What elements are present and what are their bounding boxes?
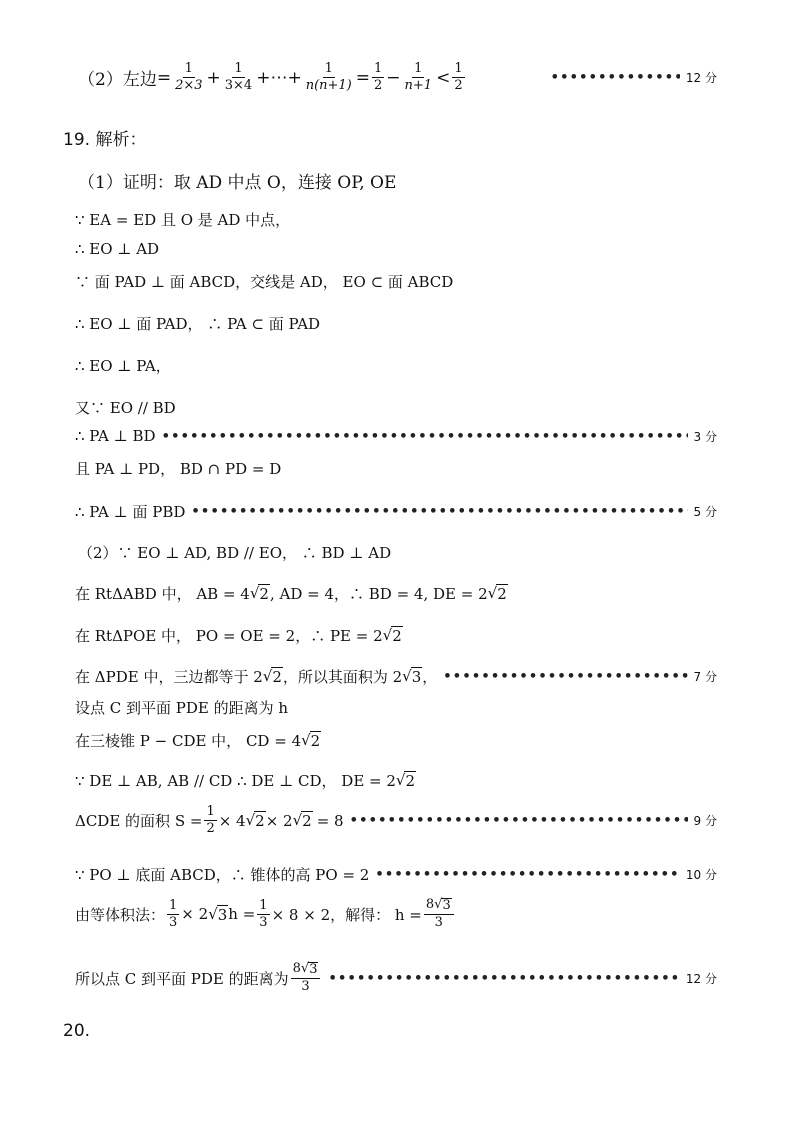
line-l8 bbox=[0, 355, 794, 376]
fraction-num: 1 bbox=[372, 62, 384, 78]
score-dots bbox=[350, 814, 688, 827]
line-l11 bbox=[0, 458, 794, 479]
fraction-den: 3 bbox=[301, 979, 310, 995]
line-l14 bbox=[0, 583, 794, 604]
fraction-den: 3 bbox=[169, 914, 178, 930]
proof-step: 且 PA ⊥ PD， BD ∩ PD = D bbox=[75, 460, 282, 478]
plus-sign: + bbox=[206, 67, 221, 88]
fraction bbox=[223, 62, 254, 94]
proof-step: ∴ PA ⊥ BD bbox=[75, 427, 156, 445]
fraction-den: 2 bbox=[206, 821, 215, 837]
score-label: 12 分 bbox=[685, 971, 717, 986]
part2-start: （2）∵ EO ⊥ AD, BD // EO， ∴ BD ⊥ AD bbox=[78, 544, 392, 562]
math-text: × 2 bbox=[265, 811, 293, 830]
radicand: 2 bbox=[302, 812, 312, 831]
fraction-num: 1 bbox=[204, 805, 216, 821]
proof-step: ∴ EO ⊥ PA， bbox=[75, 357, 171, 375]
line-question-20 bbox=[0, 1021, 794, 1041]
math-text: = 8 bbox=[316, 811, 344, 830]
line-l6 bbox=[0, 271, 794, 292]
eq-sign: = bbox=[156, 67, 172, 88]
fraction-den: 3×4 bbox=[224, 78, 253, 94]
math-text: 由等体积法： bbox=[75, 905, 166, 924]
radicand: 2 bbox=[255, 812, 265, 831]
math-text: 在三棱锥 P − CDE 中， CD = 4 bbox=[75, 732, 302, 750]
fraction-num bbox=[424, 898, 454, 915]
proof-step: ∵ EA = ED 且 O 是 AD 中点， bbox=[75, 211, 291, 229]
line-l4 bbox=[0, 209, 794, 230]
proof-step: ∵ PO ⊥ 底面 ABCD，∴ 锥体的高 PO = 2 bbox=[75, 866, 370, 884]
sqrt: √ 3 bbox=[208, 904, 228, 924]
proof-step: ∴ EO ⊥ AD bbox=[75, 240, 160, 258]
line-l5 bbox=[0, 240, 794, 258]
proof-step: 又∵ EO // BD bbox=[75, 399, 176, 417]
fraction bbox=[173, 62, 204, 94]
line-part2-sum bbox=[0, 62, 794, 94]
math-text: × 8 × 2，解得： h = bbox=[271, 905, 422, 924]
sqrt: √ 2 bbox=[487, 584, 507, 603]
sqrt: √ 2 bbox=[245, 811, 265, 831]
ellipsis-sign: +⋯+ bbox=[256, 67, 302, 88]
radicand: 2 bbox=[405, 772, 416, 790]
eq-sign: = bbox=[355, 67, 371, 88]
sqrt: √ 2 bbox=[249, 584, 269, 603]
line-l10 bbox=[0, 427, 794, 445]
score-dots bbox=[191, 505, 687, 518]
line-l22 bbox=[0, 898, 794, 931]
fraction bbox=[204, 805, 216, 837]
math-text: ΔCDE 的面积 S = bbox=[75, 812, 203, 831]
radicand: 3 bbox=[309, 962, 318, 977]
fraction bbox=[167, 899, 179, 931]
radicand: 2 bbox=[272, 668, 282, 686]
fraction-den: 2 bbox=[374, 78, 383, 94]
coef: 8 bbox=[292, 961, 301, 976]
score-label: 5 分 bbox=[693, 505, 717, 519]
math-text: 在 RtΔABD 中， AB = 4 bbox=[75, 585, 250, 603]
fraction-num: 1 bbox=[323, 62, 335, 78]
fraction-den: 3 bbox=[434, 915, 443, 931]
fraction-num: 1 bbox=[257, 899, 269, 915]
sqrt: √ 3 bbox=[300, 961, 318, 977]
score-dots bbox=[162, 430, 688, 443]
score-label: 9 分 bbox=[693, 814, 717, 829]
fraction bbox=[304, 62, 354, 94]
line-l16 bbox=[0, 666, 794, 687]
proof-step: ∵ 面 PAD ⊥ 面 ABCD，交线是 AD， EO ⊂ 面 ABCD bbox=[75, 273, 454, 291]
radicand: 2 bbox=[310, 732, 321, 750]
fraction-den: 2×3 bbox=[175, 78, 203, 94]
sqrt: √ 2 bbox=[292, 811, 312, 831]
score-dots bbox=[551, 71, 680, 84]
fraction bbox=[452, 62, 464, 94]
fraction-den: n(n+1) bbox=[305, 78, 352, 94]
radicand: 2 bbox=[497, 585, 507, 603]
score-label: 10 分 bbox=[685, 868, 717, 882]
proof-step: ∴ EO ⊥ 面 PAD， ∴ PA ⊂ 面 PAD bbox=[75, 315, 321, 333]
radicand: 2 bbox=[259, 585, 269, 603]
fraction bbox=[257, 899, 269, 931]
score-dots bbox=[443, 670, 687, 683]
line-l19 bbox=[0, 770, 794, 791]
math-text: 所以点 C 到平面 PDE 的距离为 bbox=[75, 969, 289, 988]
fraction-num: 1 bbox=[412, 62, 424, 78]
sqrt: √ 2 bbox=[382, 626, 402, 645]
radicand: 2 bbox=[392, 627, 402, 645]
proof-start: （1）证明：取 AD 中点 O，连接 OP, OE bbox=[78, 173, 397, 193]
sqrt: √ 2 bbox=[301, 731, 321, 750]
sqrt: √ 3 bbox=[434, 897, 451, 913]
minus-sign: − bbox=[386, 67, 401, 88]
fraction-num: 1 bbox=[167, 899, 179, 915]
line-l20 bbox=[0, 805, 794, 837]
line-l3 bbox=[0, 168, 794, 193]
part2-label: （2）左边 bbox=[78, 70, 157, 91]
fraction-num bbox=[291, 962, 321, 979]
line-l17 bbox=[0, 697, 794, 718]
question-heading: 19. 解析： bbox=[63, 130, 147, 150]
score-label: 3 分 bbox=[693, 429, 717, 444]
sqrt: √ 2 bbox=[395, 771, 416, 790]
math-text: h = bbox=[228, 905, 256, 924]
score-label: 12 分 bbox=[685, 71, 717, 86]
score-label: 7 分 bbox=[693, 670, 717, 684]
sqrt: √ 2 bbox=[262, 667, 282, 686]
fraction-num: 1 bbox=[232, 62, 244, 78]
fraction-den: 3 bbox=[259, 914, 268, 930]
line-l7 bbox=[0, 313, 794, 334]
line-l13 bbox=[0, 542, 794, 563]
math-text: × 4 bbox=[218, 811, 246, 830]
score-dots bbox=[328, 972, 679, 985]
math-text: ， bbox=[422, 668, 438, 686]
score-dots bbox=[375, 868, 680, 881]
line-l18 bbox=[0, 730, 794, 751]
math-text: 在 ΔPDE 中，三边都等于 2 bbox=[75, 668, 263, 686]
math-text: ，所以其面积为 2 bbox=[282, 668, 403, 686]
math-text: × 2 bbox=[181, 905, 209, 924]
math-text: ∵ DE ⊥ AB, AB // CD ∴ DE ⊥ CD， DE = 2 bbox=[75, 772, 396, 790]
proof-step: ∴ PA ⊥ 面 PBD bbox=[75, 503, 186, 521]
fraction-num: 1 bbox=[183, 62, 195, 78]
coef: 8 bbox=[425, 897, 435, 912]
fraction-den: 2 bbox=[454, 78, 463, 94]
fraction bbox=[424, 898, 454, 931]
radicand: 3 bbox=[217, 905, 228, 924]
line-l23 bbox=[0, 962, 794, 995]
proof-step: 设点 C 到平面 PDE 的距离为 h bbox=[75, 699, 289, 717]
fraction bbox=[291, 962, 321, 995]
line-l15 bbox=[0, 625, 794, 646]
fraction bbox=[372, 62, 384, 94]
math-text: , AD = 4，∴ BD = 4, DE = 2 bbox=[269, 585, 488, 603]
fraction-den: n+1 bbox=[404, 78, 433, 94]
math-text: 在 RtΔPOE 中， PO = OE = 2，∴ PE = 2 bbox=[75, 627, 383, 645]
fraction-num: 1 bbox=[452, 62, 464, 78]
lt-sign: < bbox=[436, 67, 451, 88]
fraction bbox=[403, 62, 435, 94]
radicand: 3 bbox=[411, 668, 422, 686]
question-heading: 20. bbox=[63, 1021, 91, 1041]
sqrt: √ 3 bbox=[402, 667, 422, 686]
line-question-19 bbox=[0, 125, 794, 150]
line-l9 bbox=[0, 397, 794, 418]
line-l12 bbox=[0, 501, 794, 522]
radicand: 3 bbox=[442, 898, 451, 913]
line-l21 bbox=[0, 864, 794, 885]
